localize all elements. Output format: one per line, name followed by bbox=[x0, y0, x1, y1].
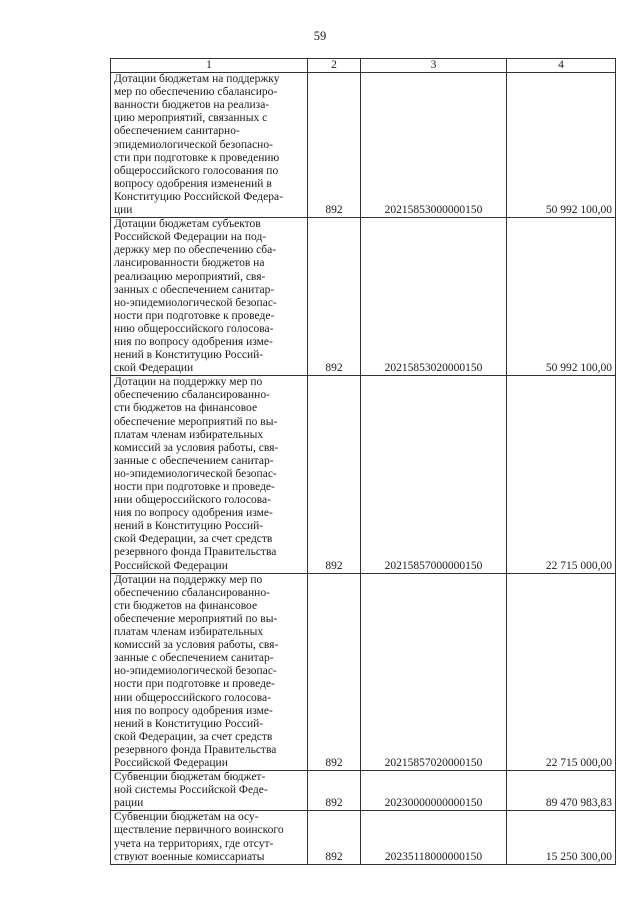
description-line: нии общероссийского голосова- bbox=[114, 494, 271, 507]
row-budget-code: 20215857020000150 bbox=[361, 573, 507, 770]
row-admin-code: 892 bbox=[308, 573, 361, 770]
description-line: ности при подготовке и проведе- bbox=[114, 481, 275, 493]
description-line: Российской Федерации bbox=[114, 756, 228, 769]
table-row bbox=[111, 771, 616, 811]
description-line: Субвенции бюджетам на осу- bbox=[114, 811, 259, 824]
description-line: ции bbox=[114, 204, 133, 217]
row-budget-code: 20215853020000150 bbox=[361, 218, 507, 376]
description-line: мер по обеспечению сбалансиро- bbox=[114, 86, 278, 99]
description-line: учета на территориях, где отсут- bbox=[114, 837, 274, 850]
description-line: ствуют военные комиссариаты bbox=[114, 850, 265, 863]
description-line: цию мероприятий, связанных с bbox=[114, 112, 268, 125]
row-budget-code: 20230000000000150 bbox=[361, 771, 507, 811]
row-description bbox=[111, 771, 308, 811]
description-line: ности при подготовке и проведе- bbox=[114, 678, 275, 691]
description-line: ния по вопросу одобрения изме- bbox=[114, 335, 273, 348]
description-line: сти бюджетов на финансовое bbox=[114, 402, 258, 415]
row-admin-code: 892 bbox=[308, 771, 361, 811]
description-line: ществление первичного воинского bbox=[114, 824, 284, 837]
description-line: лансированности бюджетов на bbox=[114, 257, 265, 270]
description-line: Российской Федерации bbox=[114, 559, 228, 572]
row-amount: 22 715 000,00 bbox=[507, 376, 616, 573]
description-line: ванности бюджетов на реализа- bbox=[114, 99, 270, 112]
description-line: сти бюджетов на финансовое bbox=[114, 599, 258, 612]
description-line: нии общероссийского голосова- bbox=[114, 691, 271, 704]
row-admin-code: 892 bbox=[308, 376, 361, 573]
row-admin-code: 892 bbox=[308, 73, 361, 218]
description-line: вопросу одобрения изменений в bbox=[114, 177, 272, 190]
description-line: ния по вопросу одобрения изме- bbox=[114, 507, 273, 520]
description-line: Дотации бюджетам субъектов bbox=[114, 218, 261, 231]
description-line: нию общероссийского голосова- bbox=[114, 322, 274, 335]
row-budget-code: 20215853000000150 bbox=[361, 73, 507, 218]
row-description bbox=[111, 811, 308, 864]
description-line: Дотации бюджетам на поддержку bbox=[114, 73, 280, 86]
description-line: но-эпидемиологической безопас- bbox=[114, 296, 277, 309]
description-line: ской Федерации, за счет средств bbox=[114, 533, 273, 546]
row-admin-code: 892 bbox=[308, 218, 361, 376]
page-number: 59 bbox=[313, 29, 327, 43]
row-amount: 50 992 100,00 bbox=[507, 218, 616, 376]
description-line: ния по вопросу одобрения изме- bbox=[114, 704, 273, 717]
description-line: держку мер по обеспечению сба- bbox=[114, 244, 277, 257]
description-line: ской Федерации, за счет средств bbox=[114, 730, 273, 743]
description-line: занные с обеспечением санитар- bbox=[114, 454, 274, 467]
description-line: Дотации на поддержку мер по bbox=[114, 573, 263, 586]
row-description bbox=[111, 376, 308, 573]
table-body bbox=[111, 73, 616, 865]
description-line: но-эпидемиологической безопас- bbox=[114, 467, 277, 480]
budget-table bbox=[110, 58, 616, 865]
row-amount: 50 992 100,00 bbox=[507, 73, 616, 218]
description-line: обеспечение мероприятий по вы- bbox=[114, 415, 278, 428]
description-line: ности при подготовке к проведе- bbox=[114, 309, 275, 322]
description-line: занных с обеспечением санитар- bbox=[114, 283, 275, 296]
description-line: Российской Федерации на под- bbox=[114, 231, 267, 244]
column-header-4: 4 bbox=[507, 59, 616, 73]
table-row bbox=[111, 811, 616, 864]
description-line: обеспечение мероприятий по вы- bbox=[114, 612, 278, 625]
description-line: нений в Конституцию Россий- bbox=[114, 717, 264, 730]
description-line: комиссий за условия работы, свя- bbox=[114, 441, 279, 454]
row-description bbox=[111, 73, 308, 218]
description-line: Субвенции бюджетам бюджет- bbox=[114, 771, 266, 784]
column-header-3: 3 bbox=[361, 59, 507, 73]
description-line: обеспечению сбалансированно- bbox=[114, 389, 270, 402]
row-description bbox=[111, 218, 308, 376]
description-line: нений в Конституцию Россий- bbox=[114, 349, 264, 362]
description-line: обеспечению сбалансированно- bbox=[114, 586, 270, 599]
description-line: сти при подготовке к проведению bbox=[114, 151, 280, 164]
row-description bbox=[111, 573, 308, 770]
description-line: рации bbox=[114, 797, 144, 810]
table-row bbox=[111, 376, 616, 573]
table-row bbox=[111, 573, 616, 770]
description-line: платам членам избирательных bbox=[114, 428, 264, 441]
row-budget-code: 20235118000000150 bbox=[361, 811, 507, 864]
description-line: резервного фонда Правительства bbox=[114, 743, 277, 756]
column-header-2: 2 bbox=[308, 59, 361, 73]
row-budget-code: 20215857000000150 bbox=[361, 376, 507, 573]
description-line: резервного фонда Правительства bbox=[114, 546, 277, 559]
row-amount: 22 715 000,00 bbox=[507, 573, 616, 770]
table-row bbox=[111, 73, 616, 218]
description-line: занные с обеспечением санитар- bbox=[114, 652, 274, 665]
description-line: ной системы Российской Феде- bbox=[114, 784, 268, 797]
column-header-1: 1 bbox=[111, 59, 308, 73]
row-amount: 15 250 300,00 bbox=[507, 811, 616, 864]
description-line: комиссий за условия работы, свя- bbox=[114, 639, 279, 652]
description-line: Дотации на поддержку мер по bbox=[114, 376, 263, 389]
description-line: эпидемиологической безопасно- bbox=[114, 138, 273, 151]
row-admin-code: 892 bbox=[308, 811, 361, 864]
table-row bbox=[111, 218, 616, 376]
description-line: обеспечением санитарно- bbox=[114, 125, 240, 138]
description-line: Конституцию Российской Федера- bbox=[114, 190, 283, 203]
row-amount: 89 470 983,83 bbox=[507, 771, 616, 811]
description-line: но-эпидемиологической безопас- bbox=[114, 665, 277, 678]
description-line: реализацию мероприятий, свя- bbox=[114, 270, 266, 283]
description-line: ской Федерации bbox=[114, 362, 194, 375]
description-line: нений в Конституцию Россий- bbox=[114, 520, 264, 533]
description-line: общероссийского голосования по bbox=[114, 164, 279, 177]
table-header-row bbox=[111, 59, 616, 73]
description-line: платам членам избирательных bbox=[114, 626, 264, 639]
